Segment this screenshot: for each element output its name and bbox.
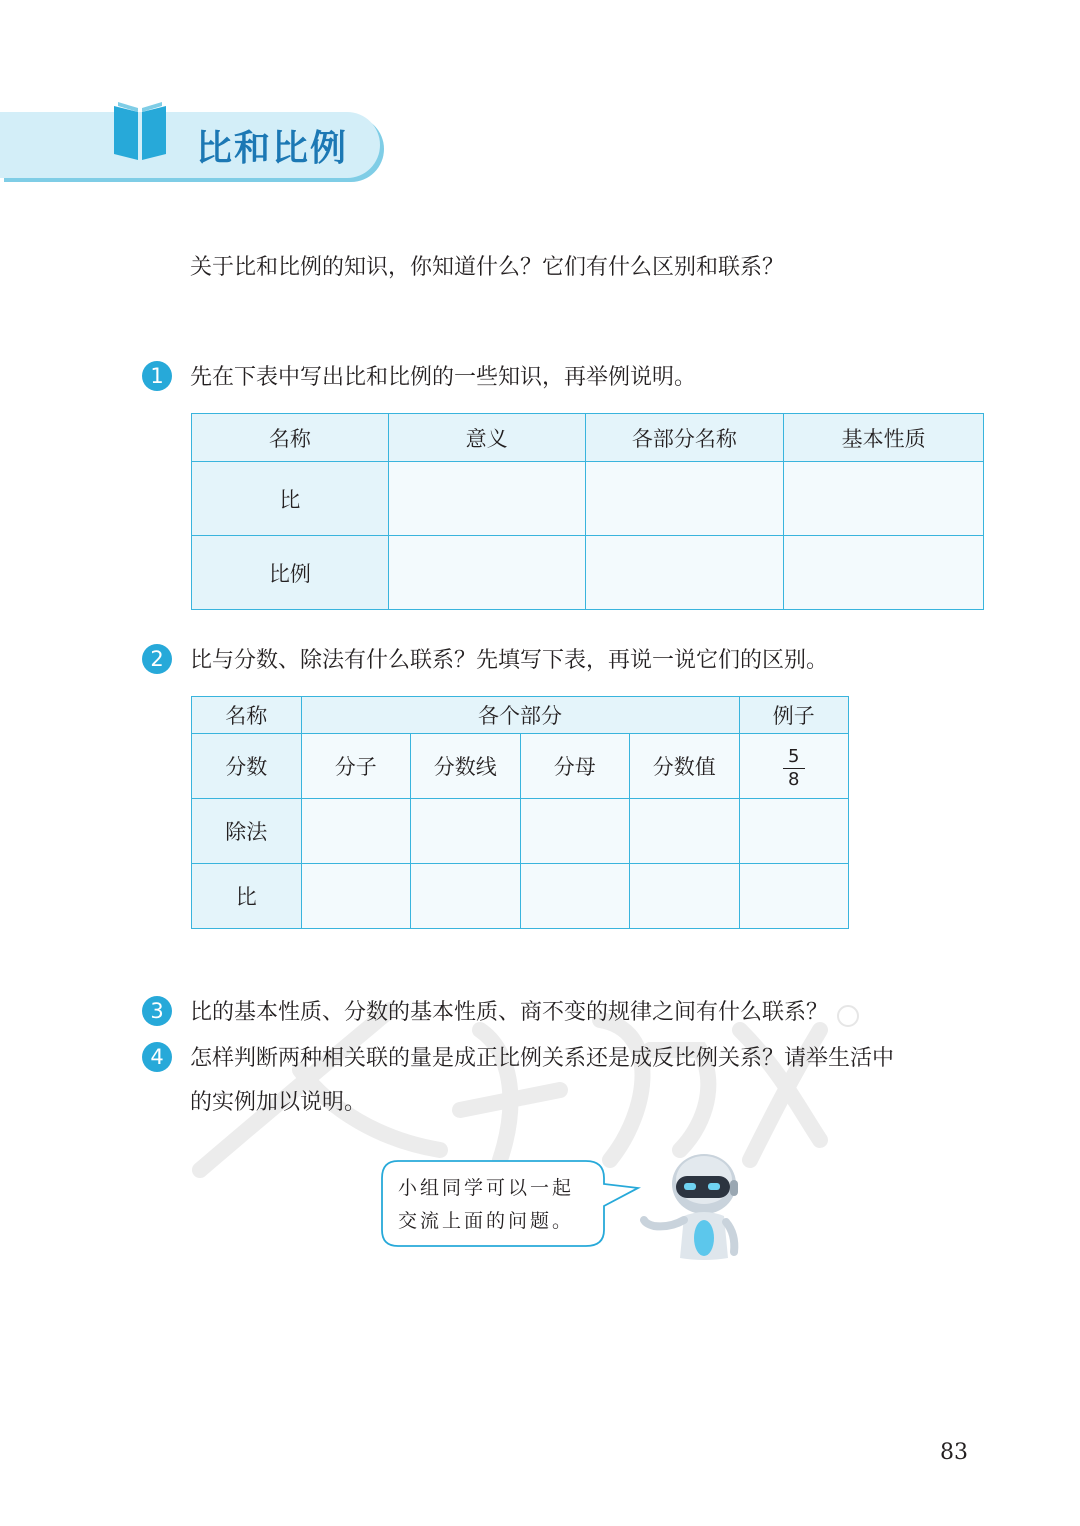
- table2-blank-cell[interactable]: [301, 799, 411, 864]
- table2-row-label: 除法: [192, 799, 302, 864]
- question-3-text: 比的基本性质、分数的基本性质、商不变的规律之间有什么联系？: [190, 1000, 829, 1025]
- table1-blank-cell[interactable]: [585, 536, 784, 610]
- table2-blank-cell[interactable]: [630, 864, 740, 929]
- part-numerator: 分子: [301, 734, 411, 799]
- table2-blank-cell[interactable]: [301, 864, 411, 929]
- table2-header-example: 例子: [739, 697, 849, 734]
- question-number-4: 4: [142, 1042, 172, 1072]
- table1-header-property: 基本性质: [784, 414, 984, 462]
- table2-row-label: 分数: [192, 734, 302, 799]
- table2-blank-cell[interactable]: [411, 864, 521, 929]
- robot-icon: [640, 1150, 750, 1262]
- page-number: 83: [940, 1440, 968, 1465]
- table1-blank-cell[interactable]: [784, 536, 984, 610]
- table1-header-name: 名称: [192, 414, 389, 462]
- bubble-text: [398, 1172, 574, 1238]
- table2-blank-cell[interactable]: [520, 799, 630, 864]
- question-number-2: 2: [142, 644, 172, 674]
- table1-header-parts: 各部分名称: [585, 414, 784, 462]
- table2-blank-cell[interactable]: [411, 799, 521, 864]
- table2-header-name: 名称: [192, 697, 302, 734]
- example-fraction-cell: [739, 734, 849, 799]
- bubble-line-2: 交流上面的问题。: [398, 1210, 575, 1232]
- intro-text: 关于比和比例的知识，你知道什么？它们有什么区别和联系？: [190, 255, 785, 280]
- fraction-numerator: 5: [788, 745, 800, 767]
- question-1-text: 先在下表中写出比和比例的一些知识，再举例说明。: [190, 365, 697, 390]
- table2-blank-cell[interactable]: [520, 864, 630, 929]
- example-fraction: [783, 747, 805, 790]
- fraction-division-ratio-table: [191, 696, 849, 929]
- part-fraction-bar: 分数线: [411, 734, 521, 799]
- table2-blank-cell[interactable]: [739, 864, 849, 929]
- question-4-text-line1: 怎样判断两种相关联的量是成正比例关系还是成反比例关系？请举生活中: [190, 1046, 895, 1071]
- open-book-icon: [112, 98, 168, 164]
- table1-blank-cell[interactable]: [784, 462, 984, 536]
- table2-blank-cell[interactable]: [630, 799, 740, 864]
- table1-header-meaning: 意义: [388, 414, 585, 462]
- fraction-denominator: 8: [788, 768, 800, 790]
- table2-header-parts: 各个部分: [301, 697, 739, 734]
- table2-blank-cell[interactable]: [739, 799, 849, 864]
- table2-row-label: 比: [192, 864, 302, 929]
- table1-row-label: 比: [192, 462, 389, 536]
- question-number-1: 1: [142, 361, 172, 391]
- table1-blank-cell[interactable]: [388, 536, 585, 610]
- part-fraction-value: 分数值: [630, 734, 740, 799]
- ratio-proportion-table: [191, 413, 984, 610]
- page-title: 比和比例: [196, 128, 349, 169]
- question-2-text: 比与分数、除法有什么联系？先填写下表，再说一说它们的区别。: [190, 648, 829, 673]
- question-number-3: 3: [142, 996, 172, 1026]
- bubble-line-1: 小组同学可以一起: [398, 1177, 575, 1199]
- table1-row-label: 比例: [192, 536, 389, 610]
- table1-blank-cell[interactable]: [388, 462, 585, 536]
- part-denominator: 分母: [520, 734, 630, 799]
- question-4-text-line2: 的实例加以说明。: [190, 1090, 367, 1115]
- table1-blank-cell[interactable]: [585, 462, 784, 536]
